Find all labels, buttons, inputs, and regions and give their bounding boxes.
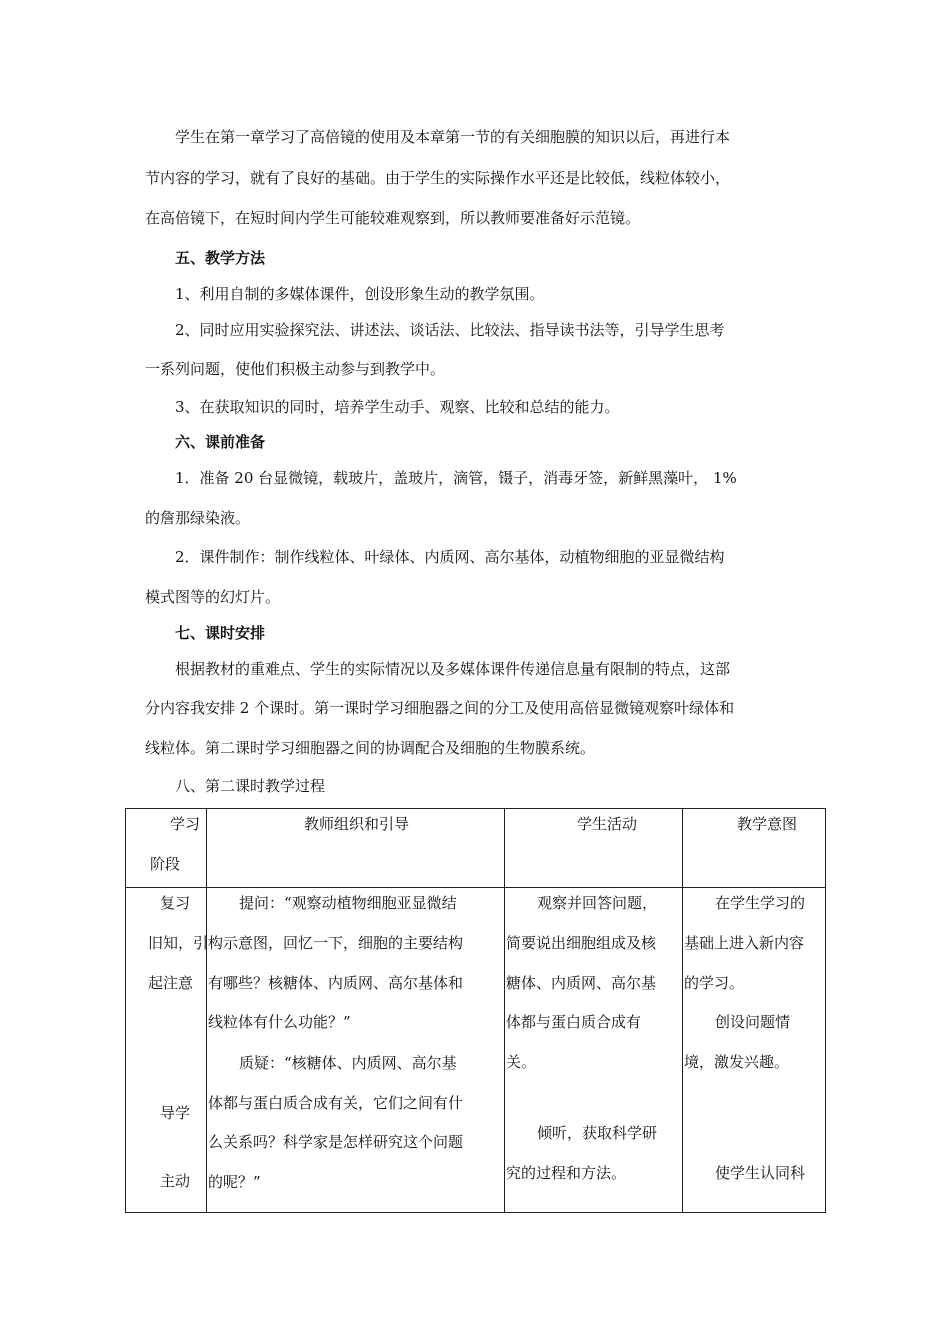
text-line: 2、同时应用实验探究法、讲述法、谈话法、比较法、指导读书法等，引导学生思考 <box>175 321 725 339</box>
text-line: 线粒体。第二课时学习细胞器之间的协调配合及细胞的生物膜系统。 <box>145 739 596 757</box>
section-heading: 五、教学方法 <box>175 249 266 267</box>
cell-text: 的学习。 <box>684 974 745 992</box>
section-heading: 六、课前准备 <box>175 433 266 451</box>
cell-stage <box>126 888 207 1213</box>
cell-student <box>505 888 683 1213</box>
cell-intent <box>683 888 826 1213</box>
cell-text: 在学生学习的 <box>715 894 806 912</box>
cell-text: 究的过程和方法。 <box>506 1164 627 1182</box>
header-student <box>505 809 683 888</box>
text-line: 节内容的学习，就有了良好的基础。由于学生的实际操作水平还是比较低，线粒体较小， <box>145 169 731 187</box>
cell-text: 体都与蛋白质合成有 <box>506 1013 642 1031</box>
cell-text: 简要说出细胞组成及核 <box>506 934 657 952</box>
header-text: 学生活动 <box>577 815 638 833</box>
cell-text: 提问：“观察动植物细胞亚显微结 <box>239 894 457 912</box>
section-heading: 八、第二课时教学过程 <box>175 777 326 795</box>
text-line: 1．准备 20 台显微镜，载玻片，盖玻片，滴管，镊子，消毒牙签，新鲜黑藻叶， 1% <box>175 469 737 487</box>
cell-text: 使学生认同科 <box>715 1164 806 1182</box>
header-intent <box>683 809 826 888</box>
text-line: 分内容我安排 2 个课时。第一课时学习细胞器之间的分工及使用高倍显微镜观察叶绿体和 <box>145 699 735 717</box>
text-line: 一系列问题，使他们积极主动参与到教学中。 <box>145 360 446 378</box>
header-text: 教师组织和引导 <box>304 815 410 833</box>
header-text: 学习 <box>170 815 201 833</box>
cell-text: 体都与蛋白质合成有关，它们之间有什 <box>208 1094 464 1112</box>
text-line: 在高倍镜下，在短时间内学生可能较难观察到，所以教师要准备好示范镜。 <box>145 209 641 227</box>
text-line: 2．课件制作：制作线粒体、叶绿体、内质网、高尔基体，动植物细胞的亚显微结构 <box>175 548 725 566</box>
cell-text: 导学 <box>160 1104 191 1122</box>
cell-text: 创设问题情 <box>715 1013 791 1031</box>
cell-text: 境，激发兴趣。 <box>684 1053 790 1071</box>
table-row <box>126 888 826 1213</box>
text-line: 的詹那绿染液。 <box>145 509 251 527</box>
text-line: 学生在第一章学习了高倍镜的使用及本章第一节的有关细胞膜的知识以后，再进行本 <box>175 128 731 146</box>
cell-text: 基础上进入新内容 <box>684 934 805 952</box>
cell-text: 有哪些？核糖体、内质网、高尔基体和 <box>208 974 464 992</box>
cell-text: 构示意图，回忆一下，细胞的主要结构 <box>208 934 464 952</box>
cell-text: 的呢？” <box>208 1173 261 1191</box>
text-line: 3、在获取知识的同时，培养学生动手、观察、比较和总结的能力。 <box>175 398 620 416</box>
lesson-table <box>125 808 826 1213</box>
cell-text: 糖体、内质网、高尔基 <box>506 974 657 992</box>
cell-text: 倾听，获取科学研 <box>537 1124 658 1142</box>
header-text: 阶段 <box>150 855 181 873</box>
cell-text: 观察并回答问题， <box>537 894 658 912</box>
cell-teacher <box>207 888 505 1213</box>
cell-text: 复习 <box>160 894 191 912</box>
text-line: 1、利用自制的多媒体课件，创设形象生动的教学氛围。 <box>175 285 545 303</box>
cell-text: 旧知，引 <box>148 934 209 952</box>
header-teacher <box>207 809 505 888</box>
cell-text: 起注意 <box>148 974 194 992</box>
table-header-row <box>126 809 826 888</box>
header-text: 教学意图 <box>737 815 798 833</box>
section-heading: 七、课时安排 <box>175 624 266 642</box>
text-line: 根据教材的重难点、学生的实际情况以及多媒体课件传递信息量有限制的特点，这部 <box>175 660 731 678</box>
cell-text: 质疑：“核糖体、内质网、高尔基 <box>239 1054 457 1072</box>
cell-text: 么关系吗？科学家是怎样研究这个问题 <box>208 1133 464 1151</box>
text-line: 模式图等的幻灯片。 <box>145 588 281 606</box>
cell-text: 关。 <box>506 1053 537 1071</box>
cell-text: 线粒体有什么功能？” <box>208 1013 351 1031</box>
cell-text: 主动 <box>160 1172 191 1190</box>
header-stage <box>126 809 207 888</box>
